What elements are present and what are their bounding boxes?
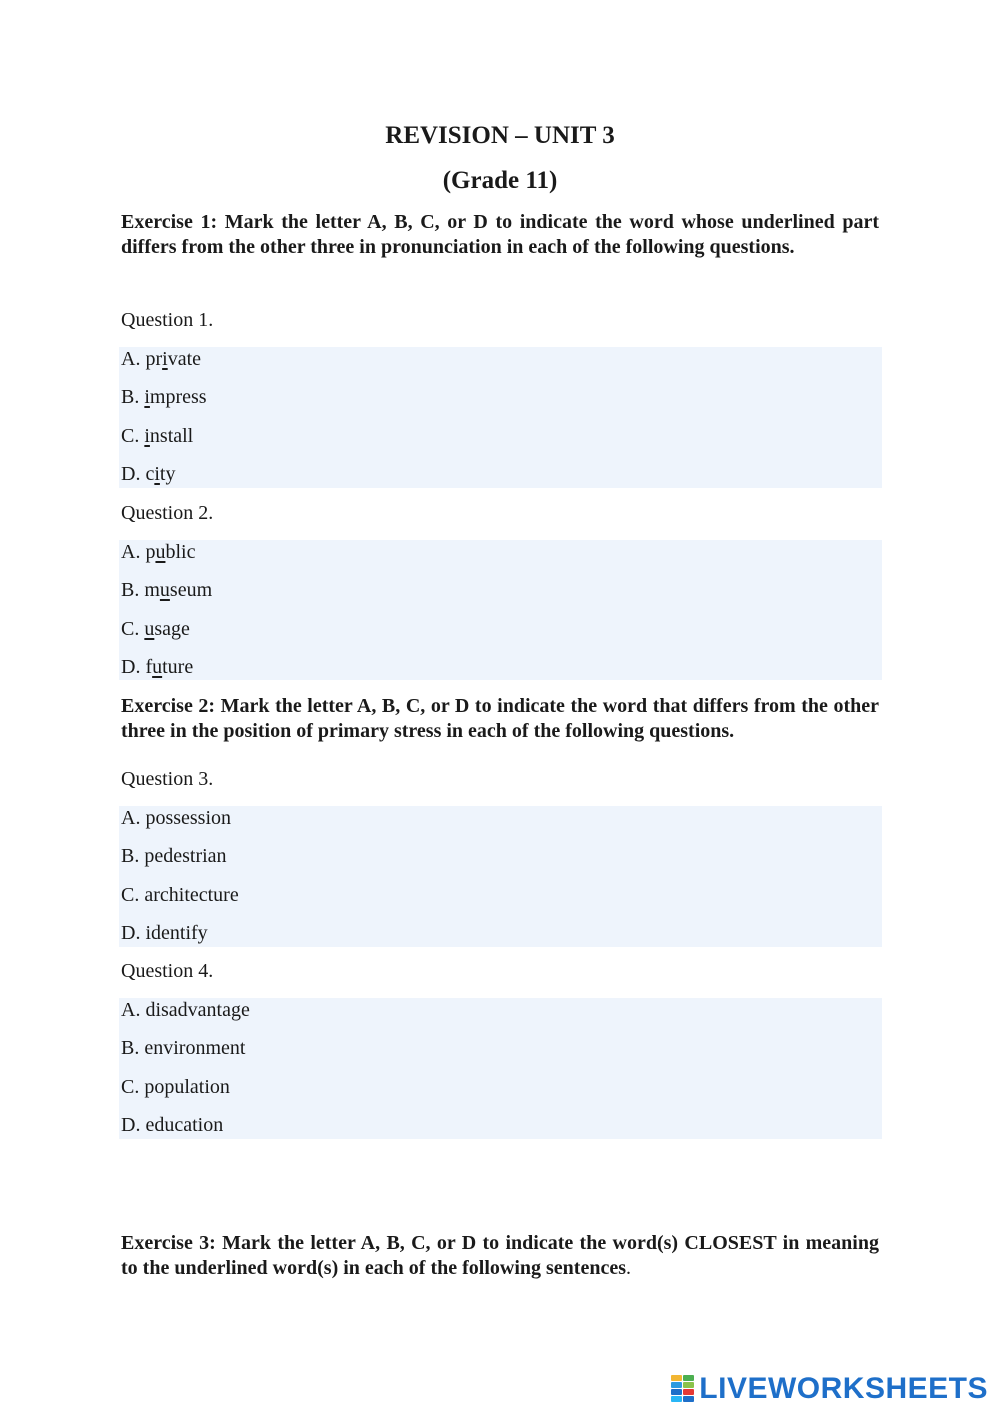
options-group [119,347,882,488]
exercise-trailing: . [625,1257,631,1279]
underlined-part: i [144,425,150,447]
exercise-3-instruction [121,1231,879,1281]
liveworksheets-logo-icon [671,1375,695,1403]
underlined-part: i [144,386,150,408]
options-group [119,806,882,947]
option-a[interactable]: A. disadvantage [121,999,250,1021]
exercise-1-instruction [121,210,879,260]
underlined-part: u [152,656,163,678]
option-c[interactable]: C. architecture [121,884,239,906]
option-d[interactable]: D. education [121,1114,224,1136]
option-a[interactable]: A. public [121,541,196,563]
underlined-part: u [159,579,170,601]
page-title: REVISION – UNIT 3 [385,122,615,149]
option-b[interactable]: B. museum [121,579,213,601]
exercise-2-instruction [121,694,879,744]
exercise-text: Mark the letter A, B, C, or D to indicate the word that differs from the other three in the position of primary stress in each of the following questions. [121,695,879,742]
options-group [119,540,882,680]
exercise-text: Mark the letter A, B, C, or D to indicate the word whose underlined part differs from the other three in pronunciation in each of the following questions. [121,211,879,258]
question-label: Question 1. [121,309,214,331]
underlined-part: i [162,348,168,370]
option-b[interactable]: B. impress [121,386,207,408]
option-c[interactable]: C. usage [121,618,190,640]
option-c[interactable]: C. install [121,425,194,447]
option-b[interactable]: B. pedestrian [121,845,227,867]
options-group [119,998,882,1139]
exercise-label: Exercise 2: [121,695,216,717]
underlined-part: u [155,541,166,563]
option-d[interactable]: D. future [121,656,194,678]
question-label: Question 2. [121,502,214,524]
question-label: Question 4. [121,960,214,982]
question-label: Question 3. [121,768,214,790]
option-a[interactable]: A. possession [121,807,232,829]
brand-watermark [671,1372,988,1406]
underlined-part: u [144,618,155,640]
option-c[interactable]: C. population [121,1076,230,1098]
option-d[interactable]: D. city [121,463,176,485]
brand-text: LIVEWORKSHEETS [699,1372,988,1405]
exercise-label: Exercise 1: [121,211,218,233]
exercise-text: Mark the letter A, B, C, or D to indicate the word(s) CLOSEST in meaning to the underlined word(s) in each of the following sentences [121,1232,879,1279]
option-b[interactable]: B. environment [121,1037,246,1059]
option-d[interactable]: D. identify [121,922,208,944]
option-a[interactable]: A. private [121,348,201,370]
underlined-part: i [154,463,160,485]
exercise-label: Exercise 3: [121,1232,216,1254]
page-subtitle: (Grade 11) [442,167,558,194]
